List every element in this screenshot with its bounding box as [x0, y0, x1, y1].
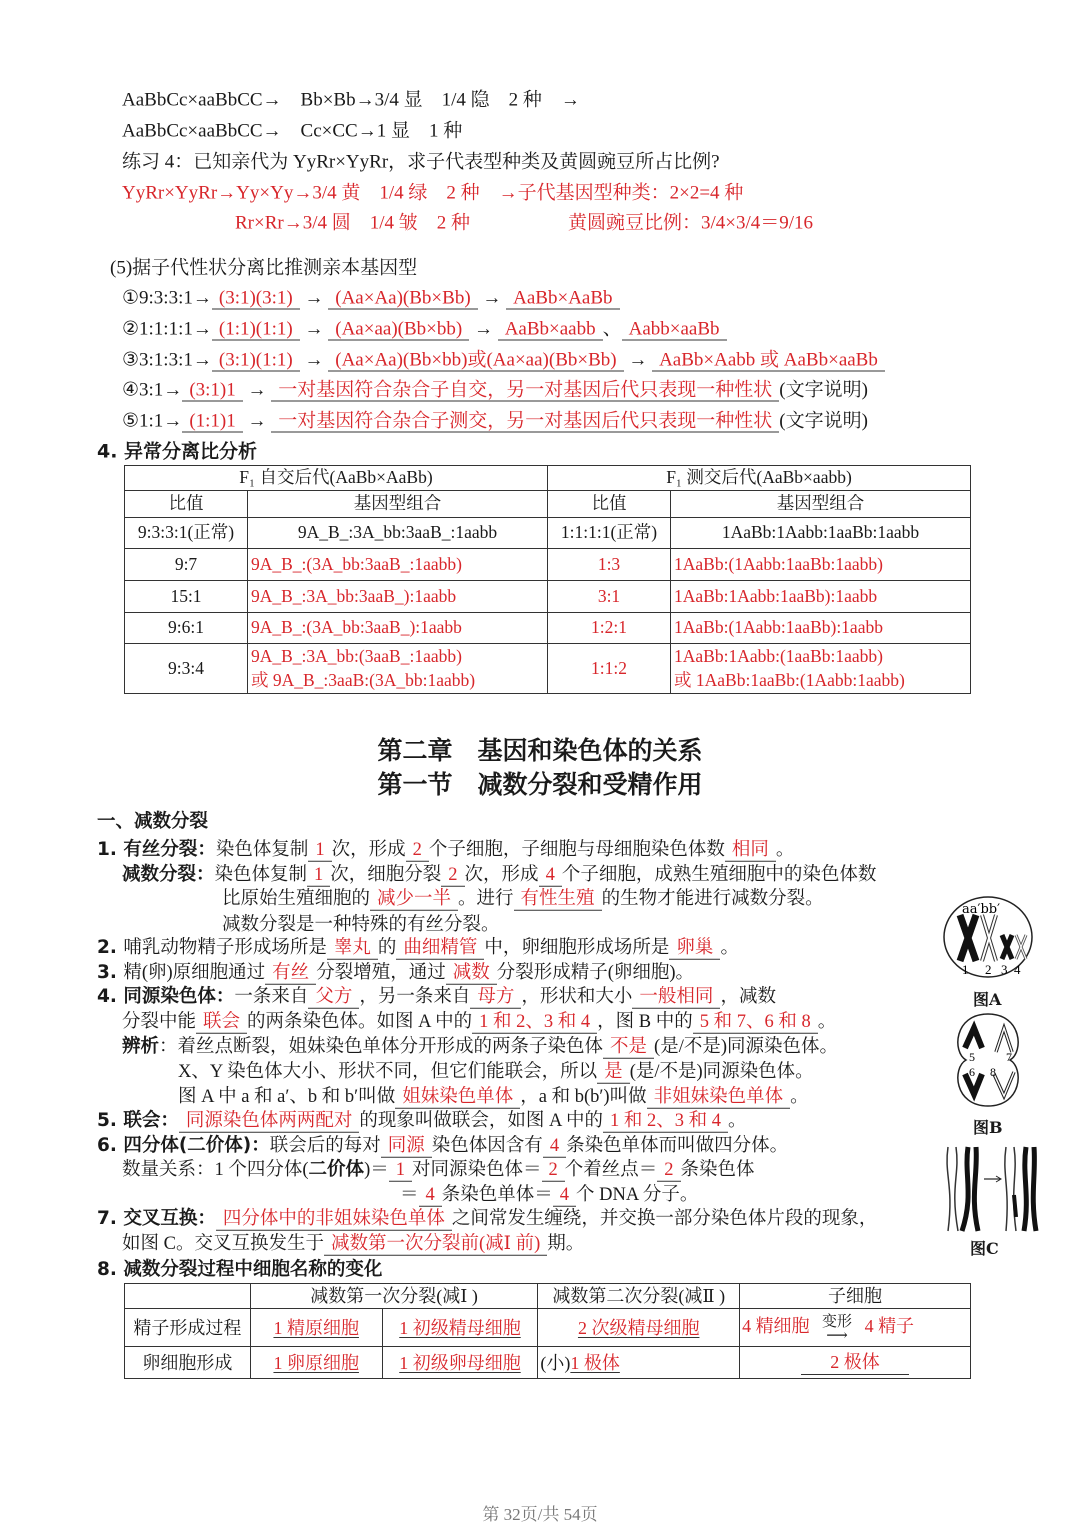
figure-c-crossover-diagram	[940, 1145, 1040, 1233]
text-segment: (是/不是)同源染色体。	[629, 1061, 814, 1082]
answer-blank: 联会	[196, 1013, 247, 1034]
exercise-4-answer-1	[122, 184, 743, 203]
ratio-cell: 15:1	[125, 581, 248, 613]
text-segment: ，图 B 中的	[597, 1011, 693, 1032]
col-header: 比值	[548, 491, 671, 518]
answer-text: YyRr×YyRr→Yy×Yy→3/4 黄 1/4 绿 2 种 →子代基因型种类：2×2=4 种	[122, 182, 744, 204]
text-segment: 次，形成	[464, 864, 539, 885]
genotype-cell: 1AaBb:1Aabb:(1aaBb:1aabb) 或 1AaBb:1aaBb:(1Aabb:1aabb)	[671, 644, 971, 694]
answer-blank: 4	[553, 1186, 576, 1207]
page-number: 第 32页/共 54页	[482, 1505, 598, 1524]
ratio-cell: 9:6:1	[125, 613, 248, 644]
genotype-cell: 9A_B_:3A_bb:3aaB_:1aabb	[248, 518, 548, 549]
bold-label: 1. 有丝分裂：	[97, 838, 216, 860]
ratio-item-1	[122, 289, 620, 310]
answer-blank: 相同	[725, 841, 776, 862]
ratio-cell: 1:2:1	[548, 613, 671, 644]
answer-text: Rr×Rr→3/4 圆 1/4 皱 2 种	[235, 212, 471, 234]
answer-blank: 母方	[470, 988, 521, 1009]
item-1-mitosis	[97, 838, 795, 862]
answer-blank: 有丝	[265, 964, 316, 985]
answer-blank: 同源	[381, 1137, 432, 1158]
answer-blank: 减少一半	[370, 890, 458, 911]
answer-blank: 是	[597, 1063, 630, 1084]
answer-blank: AaBb×AaBb	[506, 289, 619, 310]
text-segment: AaBbCc×aaBbCC→ Bb×Bb→3/4 显 1/4 隐 2 种 →	[122, 89, 580, 111]
text-segment: 联会后的每对	[269, 1135, 381, 1156]
item-1-note	[222, 916, 500, 935]
item-1-meiosis-cont	[222, 890, 824, 911]
chromosome-number: 5	[969, 1050, 975, 1064]
figure-b-cell-diagram	[952, 1012, 1024, 1108]
bold-label: 6. 四分体(二价体)：	[97, 1134, 270, 1156]
text-segment: 染色体复制	[214, 864, 308, 885]
answer-blank: 卵巢	[669, 939, 720, 960]
item-1-meiosis	[122, 863, 877, 887]
example-line-2	[122, 122, 462, 141]
col-header: 基因型组合	[671, 491, 971, 518]
primary-oocyte: 1 初级卵母细胞	[399, 1352, 521, 1373]
text-segment: 个着丝点＝	[564, 1159, 658, 1180]
col-header: 比值	[125, 491, 248, 518]
text-segment: 如图 C。交叉互换发生于	[122, 1233, 324, 1254]
ratio-cell: 9:3:4	[125, 644, 248, 694]
group-header-testcross: F₁ 测交后代(AaBb×aabb)	[548, 466, 971, 491]
primary-spermatocyte: 1 初级精母细胞	[399, 1317, 521, 1338]
header-meiosis-2: 减数第二次分裂(减Ⅱ )	[538, 1284, 740, 1309]
text-segment: 中，卵细胞形成场所是	[484, 937, 670, 958]
ratio-item-4	[122, 381, 868, 402]
genotype-cell: 1AaBb:1Aabb:1aaBb:1aabb	[671, 518, 971, 549]
bold-label: 一、减数分裂	[97, 810, 209, 832]
answer-blank: 4	[539, 866, 562, 887]
polar-body-2: 2 极体	[801, 1350, 909, 1375]
answer-blank: 姐妹染色单体	[395, 1088, 520, 1109]
text-segment: 分裂形成精子(卵细胞)。	[496, 962, 695, 983]
chromosome-number: 2	[985, 962, 992, 977]
chromosome-number: 8	[990, 1065, 996, 1079]
answer-blank: 5 和 7、6 和 8	[693, 1013, 818, 1034]
item-4-analysis-3	[178, 1088, 809, 1109]
bold-label: 7. 交叉互换：	[97, 1207, 216, 1229]
secondary-spermatocyte: 2 次级精母细胞	[577, 1317, 700, 1338]
answer-blank: 同源染色体两两配对	[179, 1112, 360, 1133]
answer-blank: 非姐妹染色单体	[647, 1088, 791, 1109]
sperm: 4 精子	[864, 1315, 915, 1336]
text-segment: (文字说明)	[779, 379, 868, 401]
arrow-icon: ⟶	[826, 1327, 848, 1344]
answer-blank: 1 和 2、3 和 4	[472, 1013, 597, 1034]
text-segment: ③3:1:3:1→	[122, 349, 212, 371]
header-meiosis-1: 减数第一次分裂(减Ⅰ )	[250, 1284, 538, 1309]
text-segment: 、	[602, 318, 622, 340]
genotype-cell: 9A_B_:(3A_bb:3aaB_):1aabb	[248, 613, 548, 644]
text-segment: 分裂增殖，通过	[316, 962, 446, 983]
row-label-sperm: 精子形成过程	[125, 1309, 251, 1347]
text-segment: 条染色体	[680, 1159, 755, 1180]
answer-blank: 4	[419, 1186, 442, 1207]
answer-blank: 减数	[446, 964, 497, 985]
ratio-cell: 1:1:1:1(正常)	[548, 518, 671, 549]
answer-blank: 1	[307, 866, 330, 887]
answer-blank: 不是	[603, 1038, 654, 1059]
bold-label: 3.	[97, 961, 124, 983]
text-segment: ①9:3:3:1→	[122, 287, 212, 309]
answer-blank: 一对基因符合杂合子自交，另一对基因后代只表现一种性状	[271, 381, 779, 402]
exercise-4-question	[122, 153, 720, 172]
ratio-item-3	[122, 351, 885, 372]
text-segment: 一条来自	[234, 986, 309, 1007]
subsection-5-title	[110, 259, 417, 278]
empty-cell	[125, 1284, 251, 1309]
ratio-cell: 9:3:3:1(正常)	[125, 518, 248, 549]
text-segment: 图 A 中 a 和 a′、b 和 b′叫做	[178, 1086, 396, 1107]
text-segment: X、Y 染色体大小、形状不同，但它们能联会，所以	[178, 1061, 598, 1082]
chromosome-number: 7	[1006, 1050, 1012, 1064]
section-title: 第一节 减数分裂和受精作用	[377, 770, 703, 799]
figure-a-caption: 图A	[973, 990, 1002, 1009]
text-segment: )＝	[364, 1159, 389, 1180]
bold-label: 2.	[97, 936, 124, 958]
item-6	[97, 1134, 789, 1158]
text-segment: 条染色单体＝	[441, 1184, 553, 1205]
text-segment: ，a 和 b(b′)叫做	[520, 1086, 647, 1107]
genotype-cell: 9A_B_:3A_bb:(3aaB_:1aabb) 或 9A_B_:3aaB:(3A_bb:1aabb)	[248, 644, 548, 694]
text-segment: 。进行	[458, 888, 514, 909]
item-6-quantity-cont	[400, 1186, 698, 1207]
text-segment: 。	[790, 1086, 809, 1107]
bold-label: 4. 同源染色体：	[97, 985, 235, 1007]
part-1-title	[97, 810, 209, 832]
small-prefix: (小)	[540, 1352, 571, 1373]
table-row	[125, 549, 971, 581]
genotype-cell: 1AaBb:1Aabb:1aaBb):1aabb	[671, 581, 971, 613]
text-segment: 。	[817, 1011, 837, 1032]
bold-label: 二价体	[308, 1158, 365, 1180]
answer-blank: 一般相同	[632, 988, 720, 1009]
text-segment: 哺乳动物精子形成场所是	[123, 937, 327, 958]
item-7	[97, 1207, 878, 1231]
text-segment: ，形状和大小	[521, 986, 633, 1007]
text-segment: →	[242, 410, 272, 432]
text-segment: 分裂中能	[122, 1011, 197, 1032]
chromosome-number: 4	[1014, 962, 1021, 977]
answer-blank: Aabb×aaBb	[622, 320, 727, 341]
answer-blank: 2	[441, 866, 464, 887]
bold-label: 5. 联会：	[97, 1109, 179, 1131]
answer-blank: 2	[406, 841, 429, 862]
row-label-egg: 卵细胞形成	[125, 1347, 251, 1379]
genotype-cell: 9A_B_:(3A_bb:3aaB_:1aabb)	[248, 549, 548, 581]
table-row	[125, 644, 971, 694]
answer-blank: 1	[389, 1161, 412, 1182]
oogonium: 1 卵原细胞	[273, 1352, 359, 1373]
text-segment: 个子细胞，子细胞与母细胞染色体数	[428, 839, 725, 860]
answer-blank: 4	[543, 1137, 566, 1158]
answer-blank: (3:1)1	[182, 381, 242, 402]
exercise-4-answer-3	[568, 214, 813, 233]
text-segment: ＝	[400, 1184, 419, 1205]
cell-names-table	[124, 1283, 971, 1379]
answer-blank: (3:1)(1:1)	[212, 351, 300, 372]
text-segment: ：着丝点断裂，姐妹染色单体分开形成的两条子染色体	[159, 1036, 604, 1057]
answer-blank: (1:1)1	[182, 412, 242, 433]
text-segment: 减数分裂是一种特殊的有丝分裂。	[222, 914, 500, 935]
chapter-title: 第二章 基因和染色体的关系	[377, 736, 703, 765]
example-line-1	[122, 91, 580, 110]
text-segment: →	[299, 318, 329, 340]
answer-blank: 减数第一次分裂前(减Ⅰ 前)	[324, 1235, 547, 1256]
item-4	[97, 985, 776, 1009]
text-segment: →	[242, 379, 272, 401]
text-segment: AaBbCc×aaBbCC→ Cc×CC→1 显 1 种	[122, 120, 463, 142]
chromosome-number: 3	[1001, 962, 1008, 977]
answer-blank: AaBb×aabb	[498, 320, 603, 341]
item-5	[97, 1109, 747, 1133]
answer-blank: 睾丸	[327, 939, 378, 960]
group-header-selfing: F₁ 自交后代(AaBb×AaBb)	[125, 466, 548, 491]
bold-label: 减数分裂：	[122, 863, 215, 885]
text-segment: ②1:1:1:1→	[122, 318, 212, 340]
text-segment: 次，细胞分裂	[330, 864, 442, 885]
text-segment: →	[299, 349, 329, 371]
ratio-cell: 3:1	[548, 581, 671, 613]
figure-c-caption: 图C	[970, 1239, 999, 1258]
section-4-title	[97, 440, 258, 463]
ratio-cell: 1:3	[548, 549, 671, 581]
text-segment: (是/不是)同源染色体。	[654, 1036, 839, 1057]
answer-blank: (Aa×Aa)(Bb×Bb)	[328, 289, 477, 310]
text-segment: →	[299, 287, 329, 309]
answer-blank: 四分体中的非姐妹染色单体	[216, 1210, 452, 1231]
ratio-cell: 1:1:2	[548, 644, 671, 694]
text-segment: 数量关系：1 个四分体(	[122, 1159, 309, 1180]
genotype-cell: 9A_B_:3A_bb:3aaB_):1aabb	[248, 581, 548, 613]
text-segment: 的两条染色体。如图 A 中的	[247, 1011, 473, 1032]
text-segment: ，另一条来自	[359, 986, 471, 1007]
table-row	[125, 613, 971, 644]
item-2	[97, 936, 739, 960]
text-segment: 比原始生殖细胞的	[222, 888, 371, 909]
answer-text: 黄圆豌豆比例：3/4×3/4＝9/16	[568, 212, 814, 234]
answer-blank: (1:1)(1:1)	[212, 320, 300, 341]
answer-blank: 2	[657, 1161, 680, 1182]
spermatogonium: 1 精原细胞	[273, 1317, 359, 1338]
item-6-quantity	[122, 1158, 755, 1182]
polar-body-1: 1 极体	[570, 1352, 620, 1373]
text-segment: →	[477, 287, 507, 309]
answer-blank: (Aa×Aa)(Bb×bb)或(Aa×aa)(Bb×Bb)	[328, 351, 623, 372]
figure-a-tetrad-diagram	[942, 893, 1037, 979]
text-segment: 次，形成	[331, 839, 406, 860]
text-segment: 练习 4：已知亲代为 YyRr×YyRr，求子代表型种类及黄圆豌豆所占比例?	[122, 151, 720, 173]
chromosome-number: 1	[962, 962, 969, 977]
transform-arrow	[814, 1314, 860, 1342]
text-segment: 对同源染色体＝	[411, 1159, 542, 1180]
answer-blank: 有性生殖	[514, 890, 602, 911]
text-segment: 。	[775, 839, 795, 860]
ratio-item-2	[122, 320, 727, 341]
answer-blank: AaBb×Aabb 或 AaBb×aaBb	[652, 351, 885, 372]
table-row	[125, 581, 971, 613]
bold-label: 8. 减数分裂过程中细胞名称的变化	[97, 1258, 383, 1280]
item-4-analysis-2	[178, 1063, 814, 1084]
header-daughter-cells: 子细胞	[740, 1284, 971, 1309]
answer-blank: 1	[308, 841, 331, 862]
item-3	[97, 961, 695, 985]
ratio-item-5	[122, 412, 868, 433]
text-segment: →	[623, 349, 653, 371]
text-segment: 。	[727, 1110, 747, 1131]
text-segment: 的生物才能进行减数分裂。	[601, 888, 824, 909]
text-segment: →	[469, 318, 498, 340]
genotype-cell: 1AaBb:(1Aabb:1aaBb:1aabb)	[671, 549, 971, 581]
genotype-cell: 1AaBb:(1Aabb:1aaBb):1aabb	[671, 613, 971, 644]
bold-label: 4. 异常分离比分析	[97, 440, 258, 463]
text-segment: 条染色单体而叫做四分体。	[566, 1135, 789, 1156]
answer-blank: 2	[542, 1161, 565, 1182]
text-segment: 。	[720, 937, 739, 958]
text-segment: ④3:1→	[122, 379, 183, 401]
item-7-cont	[122, 1235, 584, 1256]
text-segment: 精(卵)原细胞通过	[123, 962, 266, 983]
answer-blank: (Aa×aa)(Bb×bb)	[328, 320, 469, 341]
text-segment: 个子细胞，成熟生殖细胞中的染色体数	[561, 864, 877, 885]
text-segment: 的	[377, 937, 397, 958]
abnormal-ratio-table	[124, 465, 971, 694]
text-segment: 染色体因含有	[431, 1135, 543, 1156]
exercise-4-answer-2	[235, 214, 470, 233]
transform-label: 变形	[822, 1313, 853, 1330]
text-segment: ，减数	[720, 986, 776, 1007]
item-4-analysis-1	[122, 1035, 839, 1059]
table-row	[125, 518, 971, 549]
answer-blank: 一对基因符合杂合子测交，另一对基因后代只表现一种性状	[271, 412, 779, 433]
answer-blank: 父方	[308, 988, 359, 1009]
item-4-cont	[122, 1013, 836, 1034]
answer-blank: 曲细精管	[396, 939, 484, 960]
ratio-cell: 9:7	[125, 549, 248, 581]
item-8-title	[97, 1258, 383, 1280]
text-segment: (5)据子代性状分离比推测亲本基因型	[110, 257, 418, 279]
bold-label: 辨析	[122, 1035, 160, 1057]
answer-blank: (3:1)(3:1)	[212, 289, 300, 310]
text-segment: 之间常发生缠绕，并交换一部分染色体片段的现象，	[451, 1208, 878, 1229]
text-segment: 个 DNA 分子。	[576, 1184, 699, 1205]
text-segment: 的现象叫做联会，如图 A 中的	[359, 1110, 603, 1131]
col-header: 基因型组合	[248, 491, 548, 518]
text-segment: ⑤1:1→	[122, 410, 183, 432]
text-segment: (文字说明)	[779, 410, 868, 432]
spermatid: 4 精细胞	[742, 1315, 810, 1336]
text-segment: 染色体复制	[215, 839, 309, 860]
chromosome-number: 6	[969, 1065, 975, 1079]
figure-b-caption: 图B	[973, 1118, 1003, 1137]
text-segment: 期。	[547, 1233, 585, 1254]
answer-blank: 1 和 2、3 和 4	[603, 1112, 728, 1133]
figure-a-top-label: aa′bb′	[962, 902, 1001, 917]
